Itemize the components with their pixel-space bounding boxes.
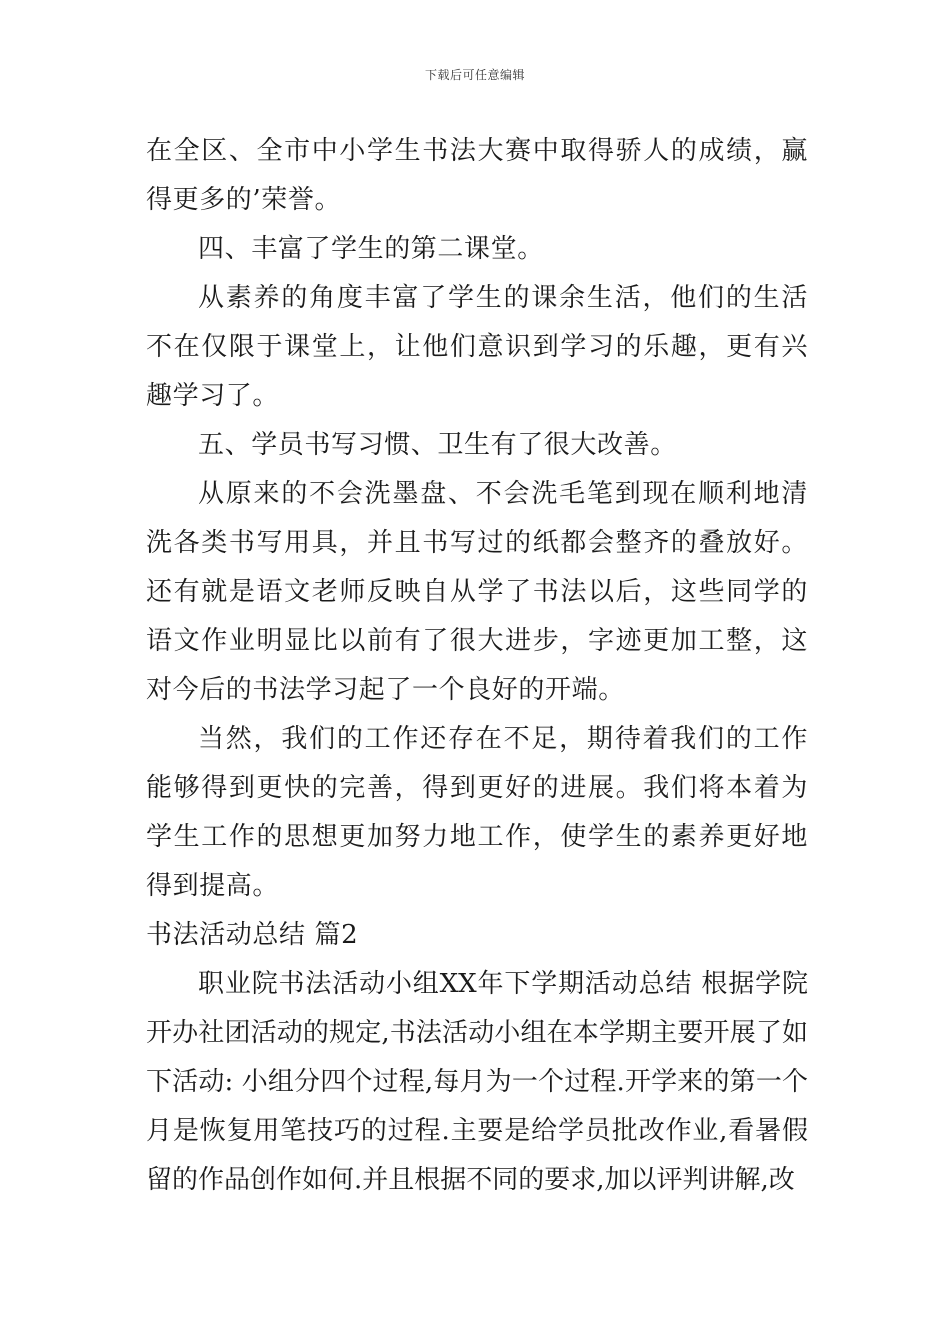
- heading-writing-habits: 五、学员书写习惯、卫生有了很大改善。: [198, 430, 677, 460]
- paragraph-activity-summary: 职业院书法活动小组XX年下学期活动总结 根据学院开办社团活动的规定,书法活动小组在本学期主要开展了如下活动: 小组分四个过程,每月为一个过程.开学来的第一个月是恢复用笔技巧的过程.主要是给学员批改作业,看暑假留的作品创作如何.并且根据不同的要求,加以评判讲解,改: [146, 969, 808, 1195]
- heading-second-classroom: 四、丰富了学生的第二课堂。: [198, 234, 544, 264]
- paragraph-honor: 在全区、全市中小学生书法大赛中取得骄人的成绩，赢得更多的’荣誉。: [146, 136, 808, 215]
- document-body: [146, 127, 808, 1205]
- page-header-note: 下载后可任意编辑: [424, 68, 525, 82]
- paragraph-shortcomings: 当然，我们的工作还存在不足，期待着我们的工作能够得到更快的完善，得到更好的进展。我们将本着为学生工作的思想更加努力地工作，使学生的素养更好地得到提高。: [146, 724, 808, 901]
- paragraph-cleaning-tools: 从原来的不会洗墨盘、不会洗毛笔到现在顺利地清洗各类书写用具，并且书写过的纸都会整齐的叠放好。还有就是语文老师反映自从学了书法以后，这些同学的语文作业明显比以前有了很大进步，字迹更加工整，这对今后的书法学习起了一个良好的开端。: [146, 479, 808, 705]
- section-title-part2: 书法活动总结 篇2: [146, 920, 359, 950]
- paragraph-extracurricular-life: 从素养的角度丰富了学生的课余生活，他们的生活不在仅限于课堂上，让他们意识到学习的乐趣，更有兴趣学习了。: [146, 283, 808, 411]
